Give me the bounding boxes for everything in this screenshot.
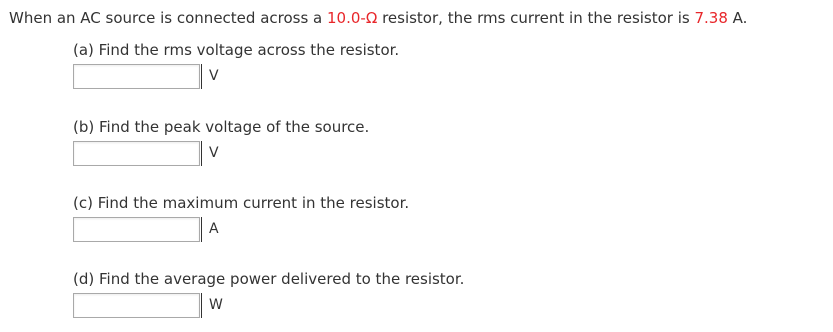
part-a — [73, 40, 773, 89]
part-b-unit: V — [201, 141, 219, 166]
problem-statement — [9, 8, 747, 28]
part-c-question: (c) Find the maximum current in the resistor. — [73, 194, 410, 212]
part-d-question: (d) Find the average power delivered to the resistor. — [73, 270, 465, 288]
part-b-answer-input[interactable] — [73, 141, 200, 166]
part-a-question: (a) Find the rms voltage across the resistor. — [73, 41, 400, 59]
part-d-answer-row — [73, 293, 773, 318]
part-c-unit: A — [201, 217, 219, 242]
part-d-unit: W — [201, 293, 223, 318]
part-c — [73, 193, 773, 242]
part-b — [73, 117, 773, 166]
part-d-answer-input[interactable] — [73, 293, 200, 318]
problem-text-middle: resistor, the rms current in the resistor is — [377, 9, 695, 27]
current-value: 7.38 — [694, 9, 728, 27]
part-c-answer-row — [73, 217, 773, 242]
problem-text-end: A. — [727, 9, 748, 27]
resistance-value: 10.0-Ω — [327, 9, 378, 27]
part-a-unit: V — [201, 64, 219, 89]
part-a-answer-row — [73, 64, 773, 89]
part-a-answer-input[interactable] — [73, 64, 200, 89]
part-d — [73, 269, 773, 318]
part-b-question: (b) Find the peak voltage of the source. — [73, 118, 370, 136]
problem-text-before: When an AC source is connected across a — [9, 9, 328, 27]
part-b-answer-row — [73, 141, 773, 166]
part-c-answer-input[interactable] — [73, 217, 200, 242]
